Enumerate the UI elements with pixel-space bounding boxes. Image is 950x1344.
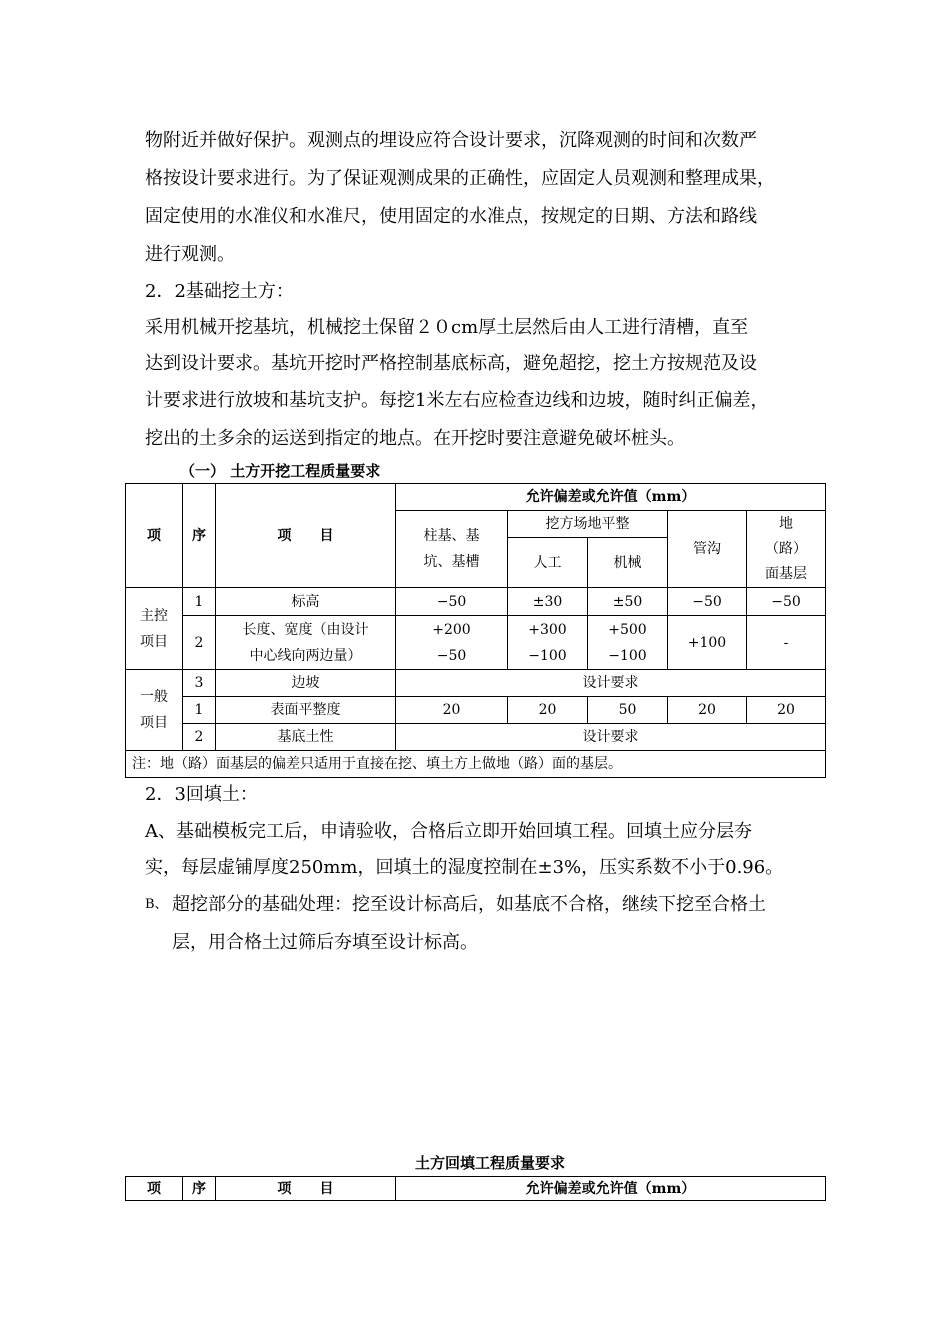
cell-pit	[396, 616, 508, 670]
group-label-line: 项目	[140, 715, 168, 731]
cell-ditch: −50	[668, 588, 747, 616]
table2-caption: 土方回填工程质量要求	[414, 1154, 565, 1172]
body-text-line: 达到设计要求。基坑开挖时严格控制基底标高，避免超挖，挖土方按规范及设	[145, 353, 757, 374]
header-road-line: 面基层	[765, 565, 807, 582]
header-road-base	[747, 511, 826, 588]
row-name: 基底土性	[216, 724, 396, 751]
header-road-line: （路）	[765, 540, 807, 557]
cell-road: −50	[747, 588, 826, 616]
body-text-line: 计要求进行放坡和基坑支护。每挖1米左右应检查边线和边坡，随时纠正偏差，	[145, 390, 769, 411]
row-seq: 1	[183, 697, 216, 724]
cell-manual: ±30	[508, 588, 588, 616]
cell-machine: 50	[588, 697, 668, 724]
group-main-control	[126, 588, 183, 670]
section-heading-2-3: 2．3回填土：	[145, 784, 258, 805]
cell-line: +200	[432, 621, 471, 638]
group-label-line: 项目	[140, 633, 168, 650]
header-seq: 序	[183, 484, 216, 588]
section-heading-2-2: 2．2基础挖土方：	[145, 281, 294, 302]
cell-manual: 20	[508, 697, 588, 724]
row-seq: 1	[183, 588, 216, 616]
body-text-line: 物附近并做好保护。观测点的埋设应符合设计要求，沉降观测的时间和次数严	[145, 130, 757, 151]
cell-merged-value: 设计要求	[396, 670, 826, 697]
body-text-line: 固定使用的水准仪和水准尺，使用固定的水准点，按规定的日期、方法和路线	[145, 206, 757, 227]
header-name: 项 目	[216, 1177, 396, 1201]
cell-line: −100	[608, 647, 647, 664]
header-pit-line: 坑、基槽	[423, 554, 480, 570]
header-pit-line: 柱基、基	[423, 528, 480, 544]
row-name: 边坡	[216, 670, 396, 697]
body-text-line: A、基础模板完工后，申请验收，合格后立即开始回填工程。回填土应分层夯	[145, 821, 752, 842]
header-pit	[396, 511, 508, 588]
excavation-quality-table	[125, 483, 826, 778]
list-label-b: B、	[145, 897, 168, 912]
row-name: 表面平整度	[216, 697, 396, 724]
body-text-line: 超挖部分的基础处理：挖至设计标高后，如基底不合格，继续下挖至合格土	[172, 894, 766, 915]
header-site-leveling: 挖方场地平整	[508, 511, 668, 538]
cell-line: +300	[528, 621, 567, 638]
header-seq: 序	[183, 1177, 216, 1201]
row-name-line: 长度、宽度（由设计	[242, 621, 369, 638]
cell-road: -	[747, 616, 826, 670]
cell-line: +500	[608, 621, 647, 638]
row-name-line: 中心线向两边量）	[249, 647, 362, 664]
group-label-line: 主控	[140, 607, 168, 624]
body-text-line: 实，每层虚铺厚度250mm，回填土的湿度控制在±3%，压实系数不小于0.96。	[145, 857, 784, 878]
header-machine: 机械	[588, 538, 668, 588]
table1-caption: （一） 土方开挖工程质量要求	[180, 462, 381, 480]
cell-ditch: 20	[668, 697, 747, 724]
cell-machine: ±50	[588, 588, 668, 616]
row-name: 标高	[216, 588, 396, 616]
cell-machine	[588, 616, 668, 670]
header-item: 项	[126, 484, 183, 588]
group-label-line: 一般	[140, 689, 168, 705]
cell-line: −100	[528, 647, 567, 664]
backfill-quality-table	[125, 1176, 826, 1201]
cell-road: 20	[747, 697, 826, 724]
cell-line: −50	[436, 647, 467, 664]
header-ditch: 管沟	[668, 511, 747, 588]
cell-pit: −50	[396, 588, 508, 616]
header-item: 项	[126, 1177, 183, 1201]
body-text-line: 层，用合格土过筛后夯填至设计标高。	[172, 932, 478, 953]
group-general	[126, 670, 183, 751]
body-text-line: 进行观测。	[145, 244, 235, 265]
header-name: 项 目	[216, 484, 396, 588]
cell-manual	[508, 616, 588, 670]
cell-ditch: +100	[668, 616, 747, 670]
row-seq: 2	[183, 724, 216, 751]
cell-merged-value: 设计要求	[396, 724, 826, 751]
header-manual: 人工	[508, 538, 588, 588]
header-tolerance: 允许偏差或允许值（mm）	[396, 484, 826, 511]
body-text-line: 挖出的土多余的运送到指定的地点。在开挖时要注意避免破坏桩头。	[145, 428, 685, 449]
row-name	[216, 616, 396, 670]
header-tolerance: 允许偏差或允许值（mm）	[396, 1177, 826, 1201]
row-seq: 3	[183, 670, 216, 697]
cell-pit: 20	[396, 697, 508, 724]
row-seq: 2	[183, 616, 216, 670]
table-note: 注：地（路）面基层的偏差只适用于直接在挖、填土方上做地（路）面的基层。	[126, 751, 826, 778]
header-road-line: 地	[779, 515, 793, 532]
body-text-line: 采用机械开挖基坑，机械挖土保留２０cm厚土层然后由人工进行清槽，直至	[145, 317, 749, 338]
body-text-line: 格按设计要求进行。为了保证观测成果的正确性，应固定人员观测和整理成果，	[145, 168, 775, 189]
